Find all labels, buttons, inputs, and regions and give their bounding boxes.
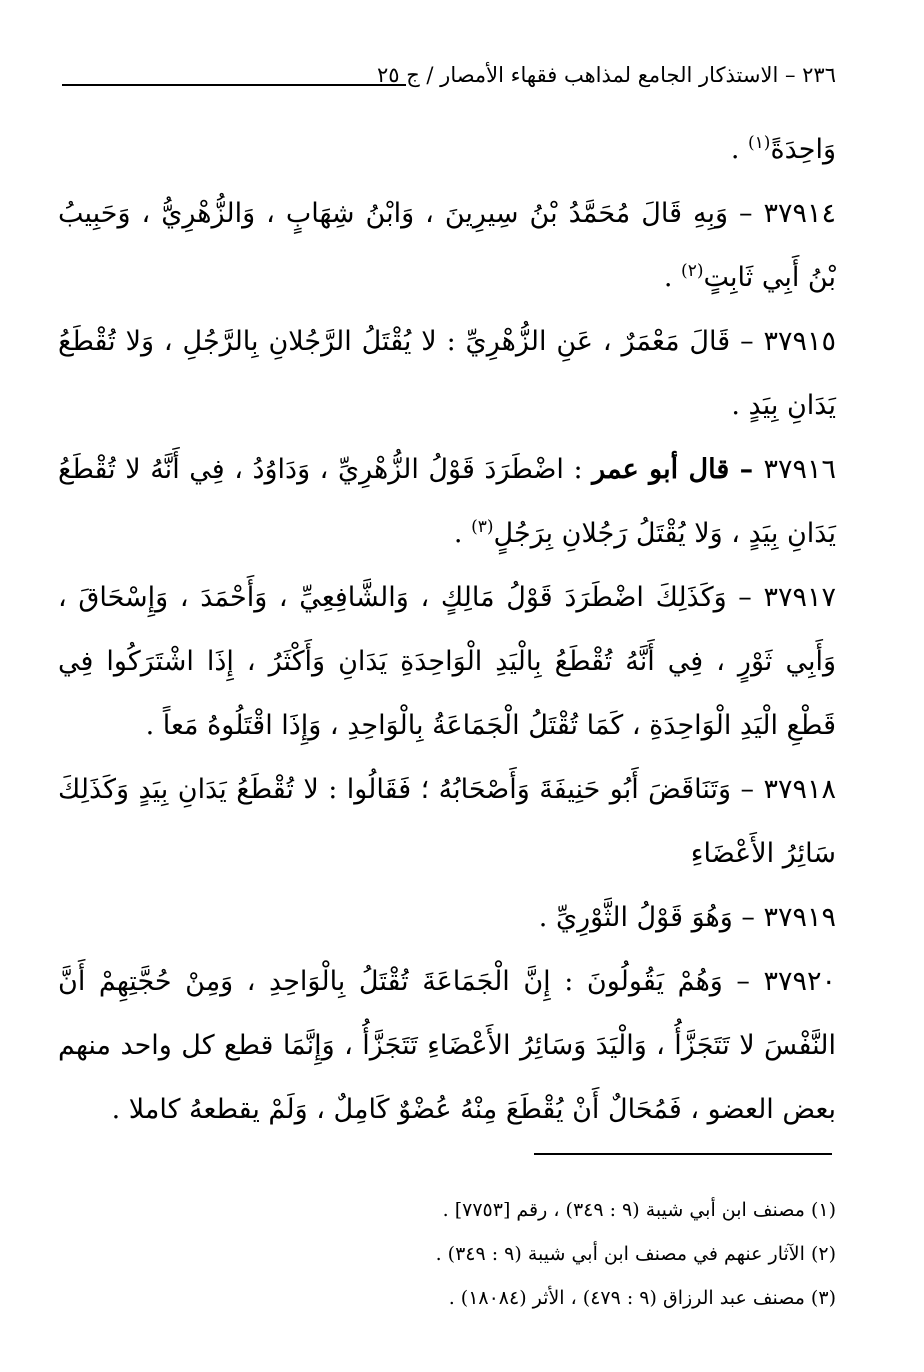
paragraph-tail: . [663, 262, 682, 293]
paragraph-number: ٣٧٩١٦ [763, 454, 836, 485]
paragraph-text: – قَالَ مَعْمَرٌ ، عَنِ الزُّهْرِيِّ : لا يُقْتَلُ الرَّجُلانِ بِالرَّجُلِ ، وَلا تُقْطَعُ يَدَانِ بِيَدٍ . [58, 326, 836, 421]
paragraph-37914 [58, 182, 836, 310]
paragraph-text: – وَتَنَاقَضَ أَبُو حَنِيفَةَ وَأَصْحَابُهُ ؛ فَقَالُوا : لا تُقْطَعُ يَدَانِ بِيَدٍ وَكَذَلِكَ سَائِرُ الأَعْضَاءِ [58, 774, 836, 869]
paragraph-number: ٣٧٩١٤ [763, 198, 836, 229]
paragraph-number: ٣٧٩١٨ [763, 774, 836, 805]
paragraph-continuation [58, 118, 836, 182]
main-text [58, 118, 836, 1142]
footnote-ref: (٣) [471, 517, 494, 537]
paragraph-37915 [58, 310, 836, 438]
footnote-3: (٣) مصنف عبد الرزاق (٩ : ٤٧٩) ، الأثر (١٨٠٨٤) . [448, 1287, 836, 1309]
footnote-2: (٢) الآثار عنهم في مصنف ابن أبي شيبة (٩ : ٣٤٩) . [435, 1243, 836, 1265]
paragraph-37917 [58, 566, 836, 758]
header-rule [62, 84, 406, 86]
paragraph-text: وَاحِدَةً [770, 134, 836, 165]
paragraph-tail: . [453, 518, 472, 549]
footnote-ref: (٢) [681, 261, 704, 281]
paragraph-37918 [58, 758, 836, 886]
paragraph-number: ٣٧٩٢٠ [763, 966, 836, 997]
paragraph-37919 [58, 886, 836, 950]
paragraph-number: ٣٧٩١٩ [763, 902, 836, 933]
footnote-1: (١) مصنف ابن أبي شيبة (٩ : ٣٤٩) ، رقم [٧٧٥٣] . [442, 1199, 836, 1221]
paragraph-text: – وَهُوَ قَوْلُ الثَّوْرِيِّ . [538, 902, 764, 933]
paragraph-text: – وَبِهِ قَالَ مُحَمَّدُ بْنُ سِيرِينَ ، وَابْنُ شِهَابٍ ، وَالزُّهْرِيُّ ، وَحَبِيبُ بْنُ أَبِي ثَابِتٍ [58, 198, 836, 293]
paragraph-text: – وَهُمْ يَقُولُونَ : إِنَّ الْجَمَاعَةَ تُقْتَلُ بِالْوَاحِدِ ، وَمِنْ حُجَّتِهِمْ أَنَّ النَّفْسَ لا تَتَجَزَّأُ ، وَالْيَدَ وَسَائِرُ الأَعْضَاءِ تَتَجَزَّأُ ، وَإِنَّمَا قطع كل واحد منهم بعض العضو ، فَمُحَالٌ أَنْ يُقْطَعَ مِنْهُ عُضْوٌ كَامِلٌ ، وَلَمْ يقطعهُ كاملا . [58, 966, 836, 1125]
footnote-ref: (١) [748, 133, 771, 153]
speaker-lead: – قال أبو عمر [592, 454, 764, 485]
footnote-rule [534, 1153, 832, 1155]
footnotes [136, 1188, 836, 1320]
paragraph-number: ٣٧٩١٥ [763, 326, 836, 357]
paragraph-number: ٣٧٩١٧ [763, 582, 836, 613]
paragraph-text: – وَكَذَلِكَ اضْطَرَدَ قَوْلُ مَالِكٍ ، وَالشَّافِعِيِّ ، وَأَحْمَدَ ، وَإِسْحَاقَ ، وَأَبِي ثَوْرٍ ، فِي أَنَّهُ تُقْطَعُ بِالْيَدِ الْوَاحِدَةِ يَدَانِ وَأَكْثَرُ ، إِذَا اشْتَرَكُوا فِي قَطْعِ الْيَدِ الْوَاحِدَةِ ، كَمَا تُقْتَلُ الْجَمَاعَةُ بِالْوَاحِدِ ، وَإِذَا اقْتَلُوهُ مَعاً . [58, 582, 836, 741]
running-head: ٢٣٦ – الاستذكار الجامع لمذاهب فقهاء الأمصار / ج ٢٥ [376, 63, 836, 87]
paragraph-37916 [58, 438, 836, 566]
paragraph-37920 [58, 950, 836, 1142]
paragraph-text: : اضْطَرَدَ قَوْلُ الزُّهْرِيِّ ، وَدَاوُدُ ، فِي أَنَّهُ لا تُقْطَعُ يَدَانِ بِيَدٍ ، وَلا يُقْتَلُ رَجُلانِ بِرَجُلٍ [58, 454, 836, 549]
paragraph-tail: . [730, 134, 749, 165]
